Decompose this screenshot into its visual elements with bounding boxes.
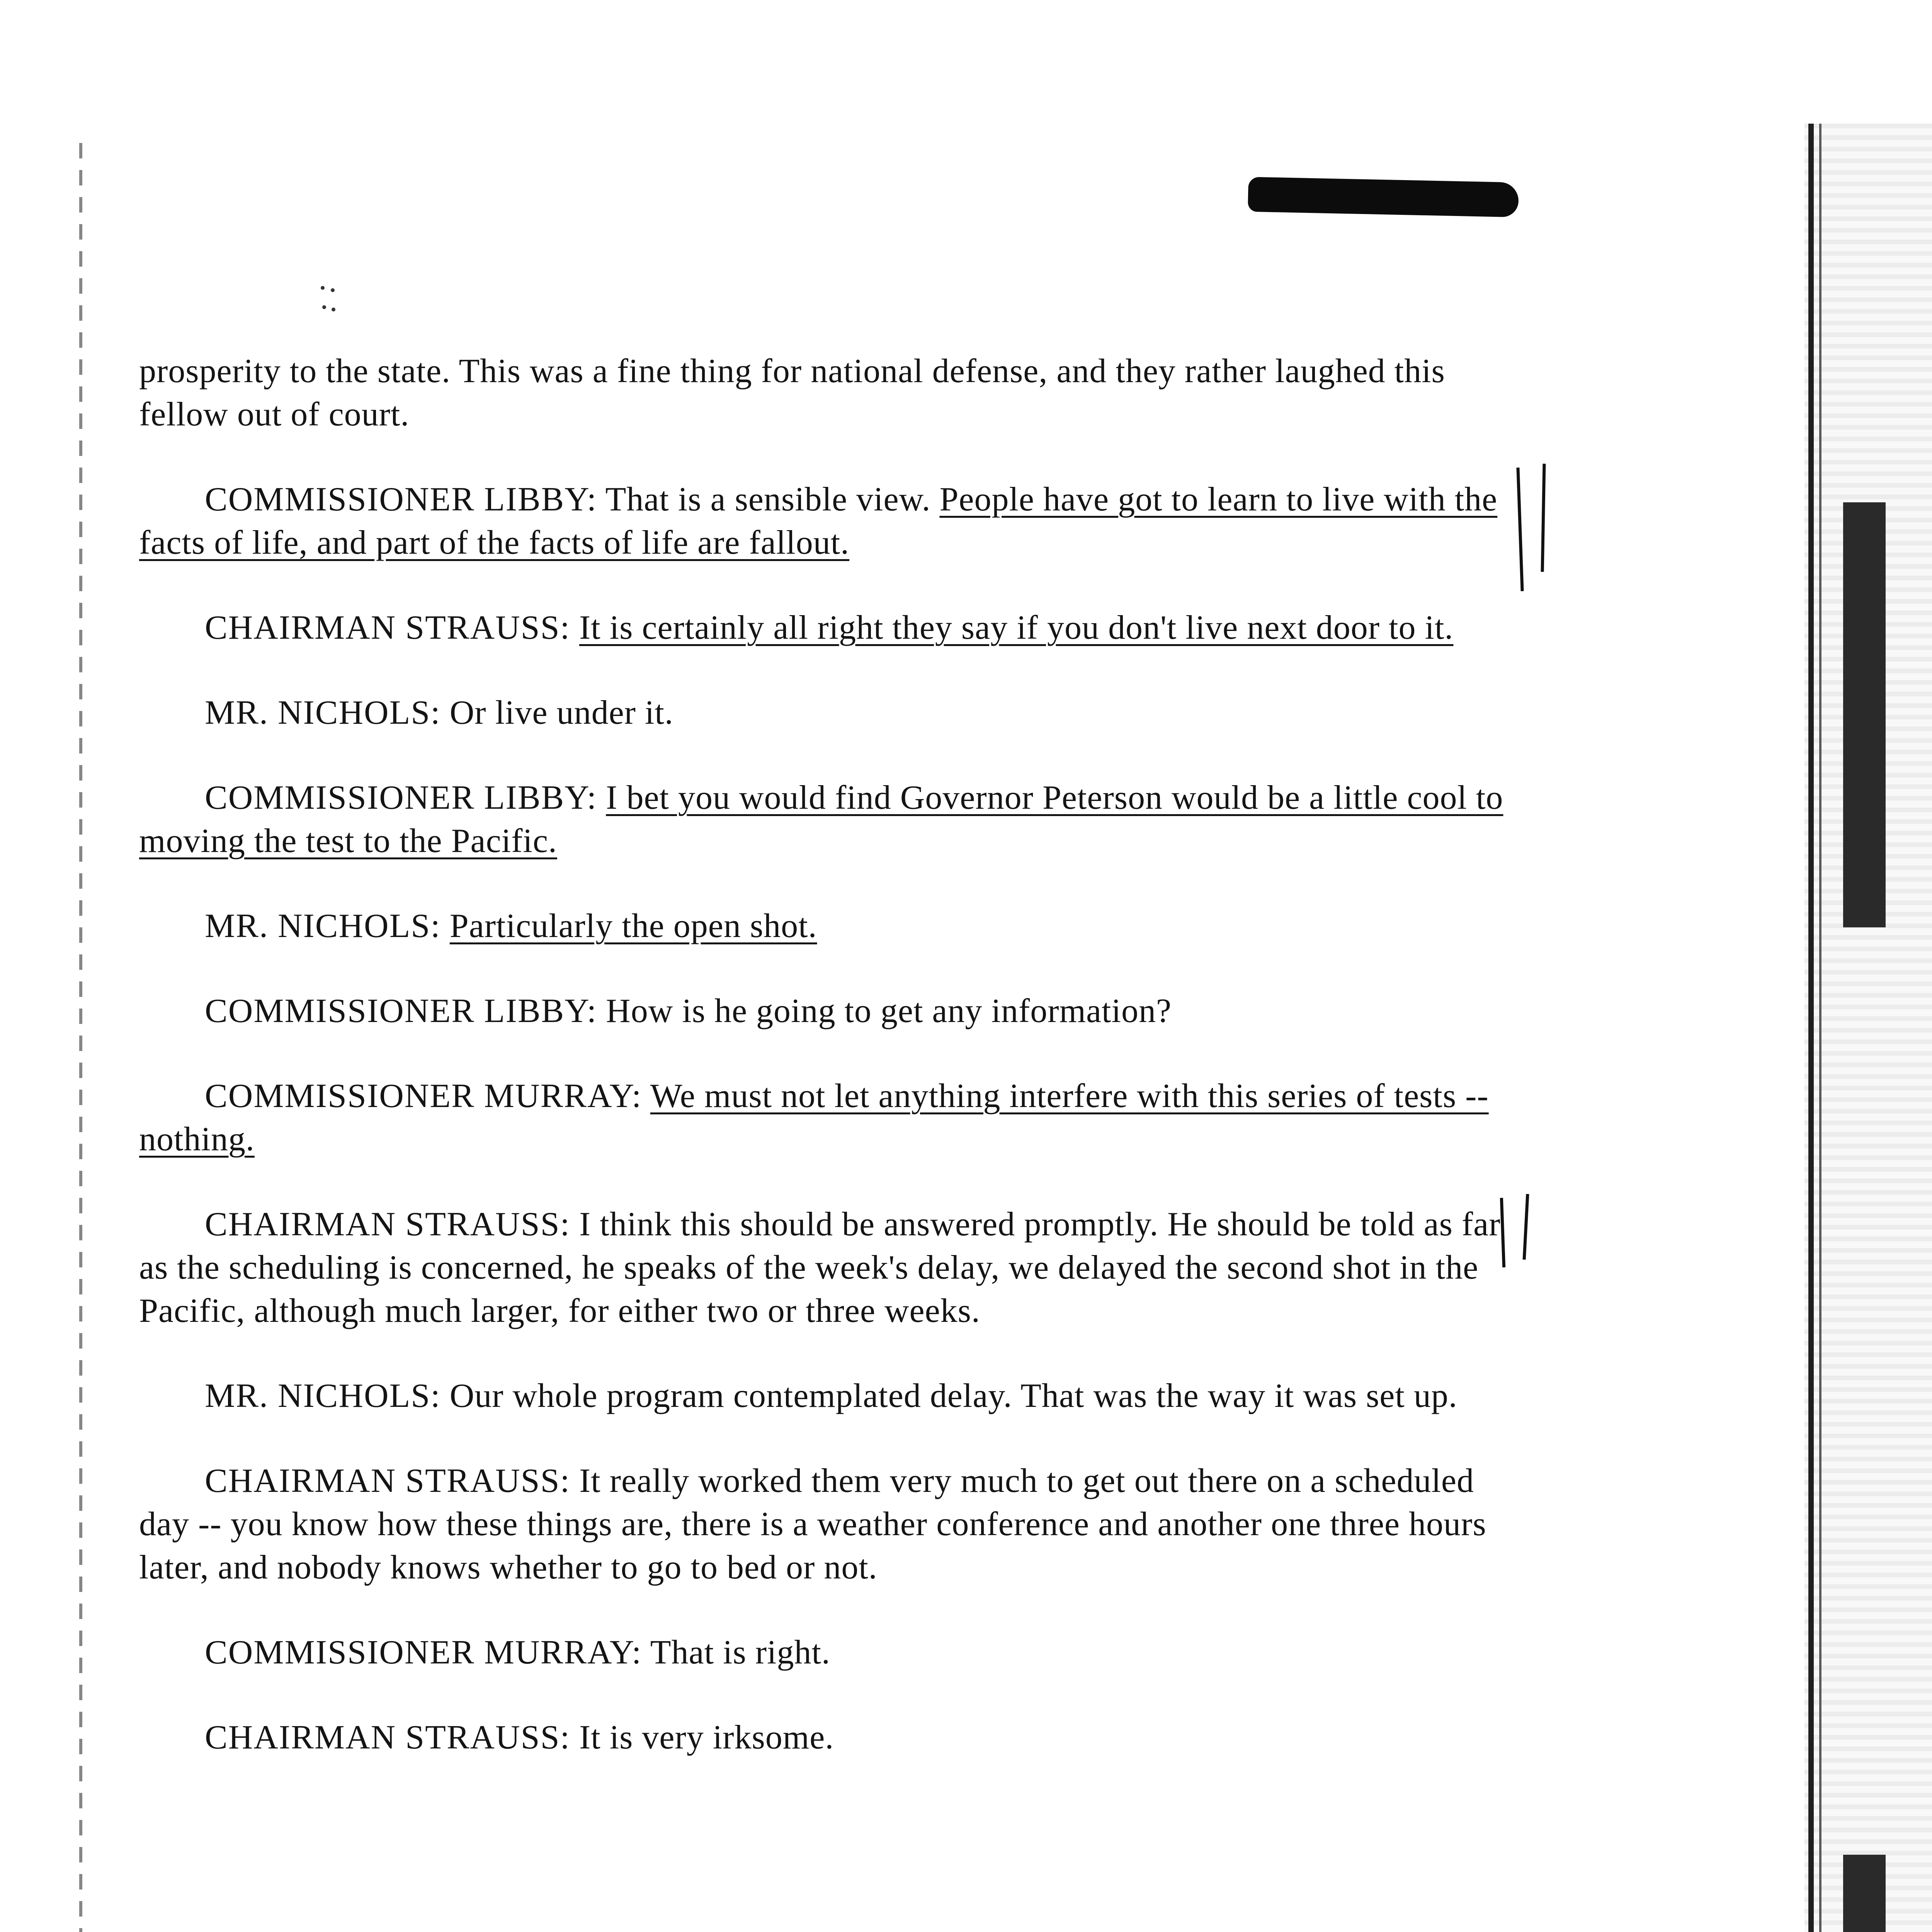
scan-edge-line bbox=[1808, 124, 1814, 1932]
speaker-label: CHAIRMAN STRAUSS: bbox=[205, 1462, 570, 1500]
transcript-paragraph bbox=[139, 1631, 1515, 1674]
speaker-label: CHAIRMAN STRAUSS: bbox=[205, 609, 570, 646]
speaker-label: COMMISSIONER MURRAY: bbox=[205, 1634, 642, 1671]
underlined-text: People have got to learn to live with the facts of life, and part of the facts of life are fallout. bbox=[139, 481, 1498, 561]
scan-edge-strip bbox=[1804, 124, 1932, 1932]
speaker-label: COMMISSIONER LIBBY: bbox=[205, 992, 597, 1030]
underlined-text: It is certainly all right they say if you don't live next door to it. bbox=[579, 609, 1454, 646]
transcript-paragraph bbox=[139, 1075, 1515, 1161]
spoken-text: Our whole program contemplated delay. That was the way it was set up. bbox=[449, 1377, 1458, 1415]
spoken-text: How is he going to get any information? bbox=[606, 992, 1172, 1030]
scan-dots bbox=[321, 286, 336, 317]
transcript-paragraph bbox=[139, 1716, 1515, 1759]
speaker-label: COMMISSIONER MURRAY: bbox=[205, 1077, 642, 1115]
margin-bracket bbox=[1523, 1194, 1529, 1260]
underlined-text: Particularly the open shot. bbox=[449, 907, 817, 945]
transcript-body bbox=[139, 350, 1515, 1801]
underlined-text: I bet you would find Governor Peterson would be a little cool to moving the test to the Pacific. bbox=[139, 779, 1503, 860]
scan-edge-shadow bbox=[1843, 502, 1886, 927]
margin-bracket bbox=[1541, 464, 1546, 572]
spoken-text: That is a sensible view. bbox=[605, 481, 931, 518]
transcript-paragraph bbox=[139, 350, 1515, 436]
speaker-label: MR. NICHOLS: bbox=[205, 694, 441, 731]
speaker-label: COMMISSIONER LIBBY: bbox=[205, 779, 597, 816]
transcript-paragraph bbox=[139, 478, 1515, 565]
speaker-label: MR. NICHOLS: bbox=[205, 907, 441, 945]
scan-edge-shadow bbox=[1843, 1855, 1886, 1932]
transcript-paragraph bbox=[139, 1374, 1515, 1418]
speaker-label: COMMISSIONER LIBBY: bbox=[205, 481, 597, 518]
transcript-paragraph bbox=[139, 776, 1515, 863]
transcript-paragraph bbox=[139, 1203, 1515, 1333]
spoken-text: It is very irksome. bbox=[579, 1719, 834, 1756]
left-margin-rule bbox=[79, 143, 82, 1932]
underlined-text: We must not let anything interfere with this series of tests -- nothing. bbox=[139, 1077, 1489, 1158]
speaker-label: CHAIRMAN STRAUSS: bbox=[205, 1206, 570, 1243]
spoken-text: That is right. bbox=[650, 1634, 830, 1671]
spoken-text: Or live under it. bbox=[449, 694, 673, 731]
speaker-label: MR. NICHOLS: bbox=[205, 1377, 441, 1415]
redaction-mark bbox=[1248, 177, 1519, 218]
transcript-paragraph bbox=[139, 606, 1515, 650]
transcript-paragraph bbox=[139, 990, 1515, 1033]
transcript-paragraph bbox=[139, 1459, 1515, 1589]
transcript-paragraph bbox=[139, 691, 1515, 735]
spoken-text: prosperity to the state. This was a fine thing for national defense, and they rather laughed this fellow out of court. bbox=[139, 352, 1445, 433]
transcript-paragraph bbox=[139, 905, 1515, 948]
speaker-label: CHAIRMAN STRAUSS: bbox=[205, 1719, 570, 1756]
spoken-text: It really worked them very much to get out there on a scheduled day -- you know how these things are, there is a weather conference and another one three hours later, and nobody knows whether to go to bed or not. bbox=[139, 1462, 1486, 1586]
spoken-text: I think this should be answered promptly. He should be told as far as the scheduling is concerned, he speaks of the week's delay, we delayed the second shot in the Pacific, although much larger, for either two or three weeks. bbox=[139, 1206, 1501, 1330]
scan-edge-line-secondary bbox=[1819, 124, 1821, 1932]
margin-bracket bbox=[1516, 468, 1524, 591]
